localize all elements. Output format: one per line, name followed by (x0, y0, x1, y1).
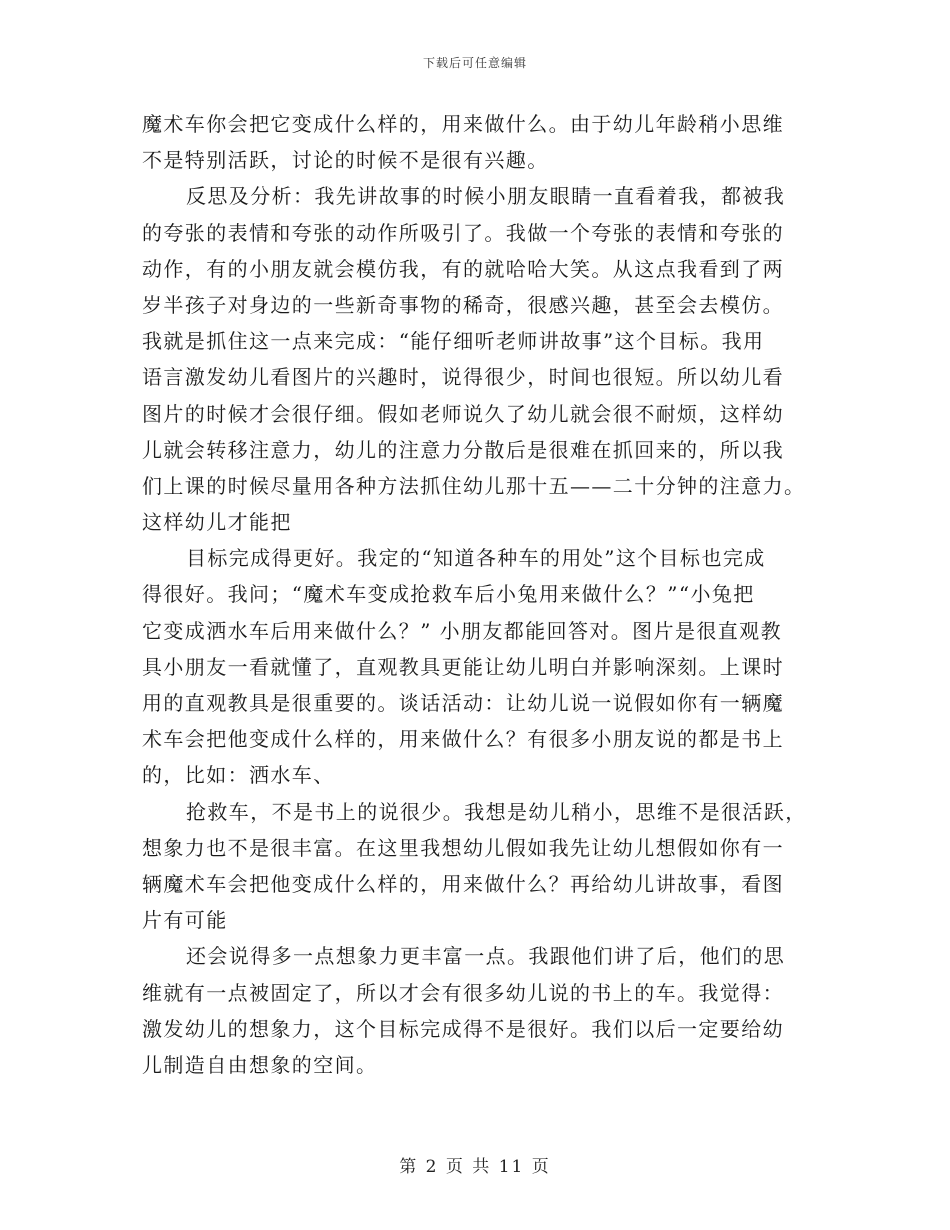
text-line: 它变成洒水车后用来做什么？” 小朋友都能回答对。图片是很直观教 (142, 618, 782, 643)
text-line: 得很好。我问；“魔术车变成抢救车后小兔用来做什么？”“小兔把 (142, 582, 755, 607)
text-line: 儿就会转移注意力，幼儿的注意力分散后是很难在抓回来的，所以我 (142, 437, 784, 462)
text-line: 图片的时候才会很仔细。假如老师说久了幼儿就会很不耐烦，这样幼 (142, 401, 784, 426)
text-line: 片有可能 (142, 908, 228, 933)
text-line: 辆魔术车会把他变成什么样的，用来做什么？再给幼儿讲故事，看图 (142, 871, 784, 896)
text-line: 不是特别活跃，讨论的时候不是很有兴趣。 (142, 148, 549, 173)
text-line: 岁半孩子对身边的一些新奇事物的稀奇，很感兴趣，甚至会去模仿。 (142, 292, 784, 317)
body-text (142, 106, 810, 1083)
text-line: 儿制造自由想象的空间。 (142, 1052, 378, 1077)
page-header: 下载后可任意编辑 (422, 56, 527, 70)
page-number-footer: 第 2 页 共 11 页 (399, 1157, 551, 1177)
text-line: 激发幼儿的想象力，这个目标完成得不是很好。我们以后一定要给幼 (142, 1016, 784, 1041)
paragraph-start-line: 目标完成得更好。我定的“知道各种车的用处”这个目标也完成 (186, 546, 766, 571)
text-line: 们上课的时候尽量用各种方法抓住幼儿那十五——二十分钟的注意力。 (142, 473, 806, 498)
text-line: 具小朋友一看就懂了，直观教具更能让幼儿明白并影响深刻。上课时 (142, 654, 784, 679)
text-line: 术车会把他变成什么样的，用来做什么？有很多小朋友说的都是书上 (142, 727, 784, 752)
text-line: 维就有一点被固定了，所以才会有很多幼儿说的书上的车。我觉得： (142, 980, 784, 1005)
text-line: 想象力也不是很丰富。在这里我想幼儿假如我先让幼儿想假如你有一 (142, 835, 784, 860)
text-line: 我就是抓住这一点来完成：“能仔细听老师讲故事”这个目标。我用 (142, 329, 765, 354)
text-line: 的夸张的表情和夸张的动作所吸引了。我做一个夸张的表情和夸张的 (142, 220, 784, 245)
paragraph-start-line: 抢救车，不是书上的说很少。我想是幼儿稍小，思维不是很活跃， (186, 799, 807, 824)
text-line: 动作，有的小朋友就会模仿我，有的就哈哈大笑。从这点我看到了两 (142, 256, 784, 281)
text-line: 魔术车你会把它变成什么样的，用来做什么。由于幼儿年龄稍小思维 (142, 112, 784, 136)
text-line: 的，比如：洒水车、 (142, 763, 335, 788)
paragraph-start-line: 反思及分析：我先讲故事的时候小朋友眼睛一直看着我，都被我 (186, 184, 786, 209)
text-line: 用的直观教具是很重要的。谈话活动：让幼儿说一说假如你有一辆魔 (142, 691, 784, 715)
paragraph-start-line: 还会说得多一点想象力更丰富一点。我跟他们讲了后，他们的思 (186, 944, 786, 969)
text-line: 语言激发幼儿看图片的兴趣时，说得很少，时间也很短。所以幼儿看 (142, 365, 784, 390)
text-line: 这样幼儿才能把 (142, 510, 292, 535)
